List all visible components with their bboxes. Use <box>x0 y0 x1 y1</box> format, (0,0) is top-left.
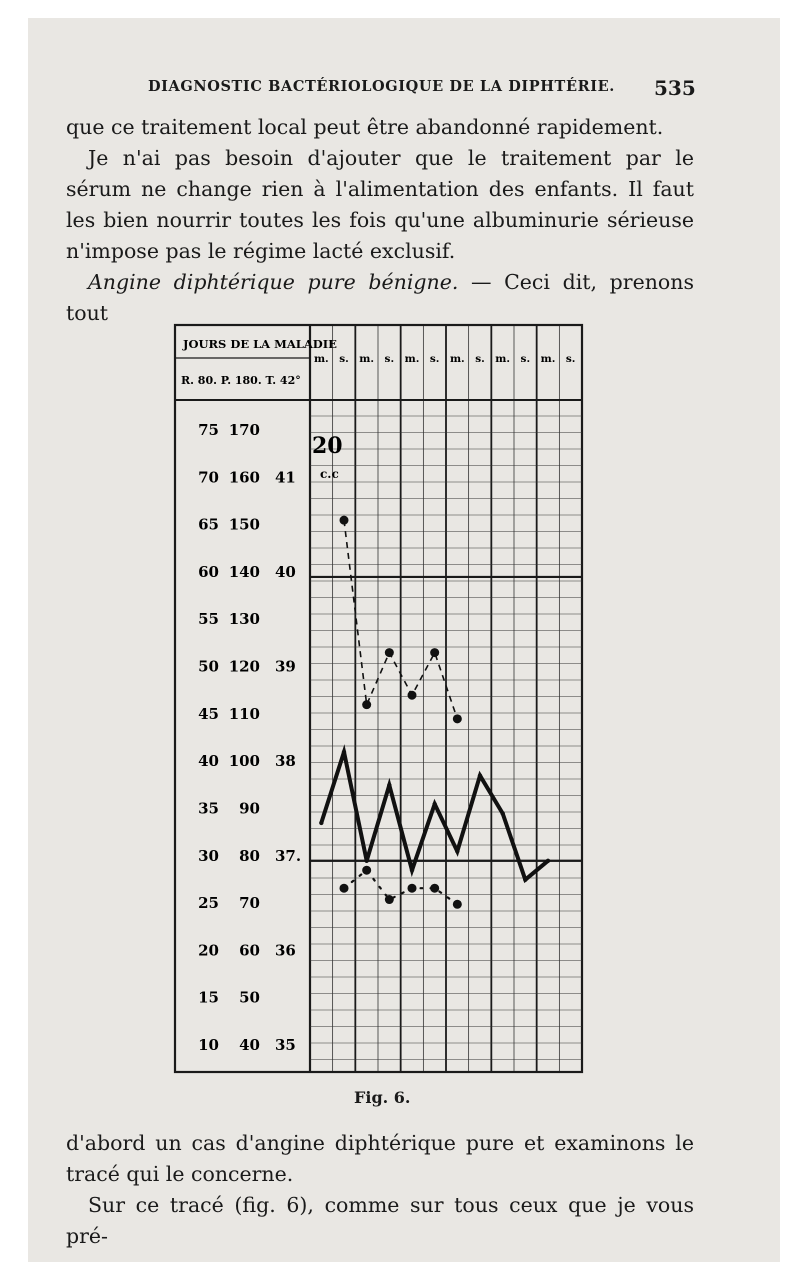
scale-label-t: 38 <box>275 752 296 771</box>
column-label: s. <box>475 353 485 365</box>
scale-label-p: 70 <box>239 894 260 913</box>
scale-label-r: 25 <box>198 894 219 913</box>
temperature-chart <box>170 320 590 1080</box>
scale-label-r: 60 <box>198 562 219 581</box>
data-point-T <box>387 783 391 787</box>
data-point-T <box>342 750 346 754</box>
scale-label-r: 15 <box>198 988 219 1007</box>
scale-label-p: 60 <box>239 941 260 960</box>
dose-unit: c.c <box>320 467 339 481</box>
chart-annotation <box>312 433 343 481</box>
column-label: s. <box>339 353 349 365</box>
data-point-R <box>385 895 394 904</box>
scale-label-r: 65 <box>198 515 219 534</box>
column-label: s. <box>429 353 440 365</box>
paragraph-2 <box>66 143 694 267</box>
column-label: s. <box>384 353 395 365</box>
scale-label-r: 55 <box>198 610 219 629</box>
scale-label-t: 35 <box>275 1036 296 1054</box>
data-point-T <box>364 859 368 863</box>
data-point-P <box>453 714 462 723</box>
data-point-T <box>432 802 436 806</box>
scale-label-p: 140 <box>228 562 260 581</box>
data-point-R <box>408 884 417 893</box>
data-point-T <box>523 877 527 881</box>
data-point-P <box>340 516 349 525</box>
scale-label-p: 130 <box>228 610 260 629</box>
text-para3-italic: Angine diphtérique pure bénigne. <box>88 270 459 294</box>
scale-label-p: 50 <box>239 988 260 1007</box>
data-point-T <box>410 868 414 872</box>
text-line1: que ce traitement local peut être abandonné rapidement. <box>66 115 664 139</box>
data-point-T <box>319 821 323 825</box>
text-after-1: d'abord un cas d'angine diphtérique pure et examinons le tracé qui le concerne. <box>66 1131 694 1186</box>
scale-label-p: 120 <box>228 657 260 676</box>
scale-label-t: 41 <box>275 468 296 487</box>
scale-label-p: 150 <box>228 515 260 534</box>
chart-series <box>319 516 550 909</box>
scale-label-p: 160 <box>228 468 260 487</box>
column-label: m. <box>313 353 329 365</box>
text-after-2: Sur ce tracé (fig. 6), comme sur tous ceux que je vous pré- <box>66 1193 694 1248</box>
scale-label-p: 100 <box>228 752 260 771</box>
page-number: 535 <box>654 76 696 100</box>
column-label: s. <box>520 353 531 365</box>
header-label: JOURS DE LA MALADIE <box>183 337 337 351</box>
column-label: s. <box>565 353 576 365</box>
paragraph-after-2 <box>66 1190 694 1252</box>
column-label: m. <box>449 353 465 365</box>
paragraph-line1 <box>66 112 694 143</box>
column-label: m. <box>404 353 420 365</box>
column-label: m. <box>359 353 375 365</box>
scale-label-r: 10 <box>198 1036 219 1054</box>
scale-label-r: 50 <box>198 657 219 676</box>
column-label: m. <box>495 353 511 365</box>
scale-label-r: 70 <box>198 468 219 487</box>
scale-label-r: 20 <box>198 941 219 960</box>
running-title: DIAGNOSTIC BACTÉRIOLOGIQUE DE LA DIPHTÉRIE. <box>148 78 615 95</box>
data-point-T <box>546 859 550 863</box>
data-point-R <box>362 866 371 875</box>
data-point-P <box>385 648 394 657</box>
scale-label-t: 36 <box>275 941 296 960</box>
scale-label-t: 39 <box>275 657 296 676</box>
scale-label-t: 40 <box>275 562 296 581</box>
data-point-T <box>500 811 504 815</box>
scale-keys: R. 80. P. 180. T. 42° <box>181 374 301 387</box>
data-point-P <box>430 648 439 657</box>
scale-label-p: 90 <box>239 799 260 818</box>
data-point-T <box>455 849 459 853</box>
scale-label-r: 45 <box>198 704 219 723</box>
scale-label-r: 75 <box>198 421 219 439</box>
scale-label-p: 40 <box>239 1036 260 1054</box>
text-para2: Je n'ai pas besoin d'ajouter que le traitement par le sérum ne change rien à l'alimentation des enfants. Il faut les bien nourrir toutes les fois qu'une albuminurie sérieuse n'impose pas le régime lacté exclusif. <box>66 146 694 263</box>
scale-label-p: 110 <box>228 704 260 723</box>
data-point-T <box>478 773 482 777</box>
scale-label-t: 37. <box>275 846 302 865</box>
scale-label-p: 80 <box>239 846 260 865</box>
scale-label-r: 35 <box>198 799 219 818</box>
data-point-P <box>362 700 371 709</box>
data-point-R <box>430 884 439 893</box>
data-point-R <box>453 900 462 909</box>
data-point-R <box>340 884 349 893</box>
scale-label-r: 30 <box>198 846 219 865</box>
data-point-P <box>408 691 417 700</box>
text-para3-rest: — Ceci dit, prenons tout <box>66 270 694 325</box>
dose-annotation: 20 <box>312 433 343 459</box>
scale-label-p: 170 <box>228 421 260 439</box>
column-label: m. <box>540 353 556 365</box>
paragraph-after-1 <box>66 1128 694 1190</box>
figure-caption: Fig. 6. <box>354 1088 411 1107</box>
scale-label-r: 40 <box>198 752 219 771</box>
